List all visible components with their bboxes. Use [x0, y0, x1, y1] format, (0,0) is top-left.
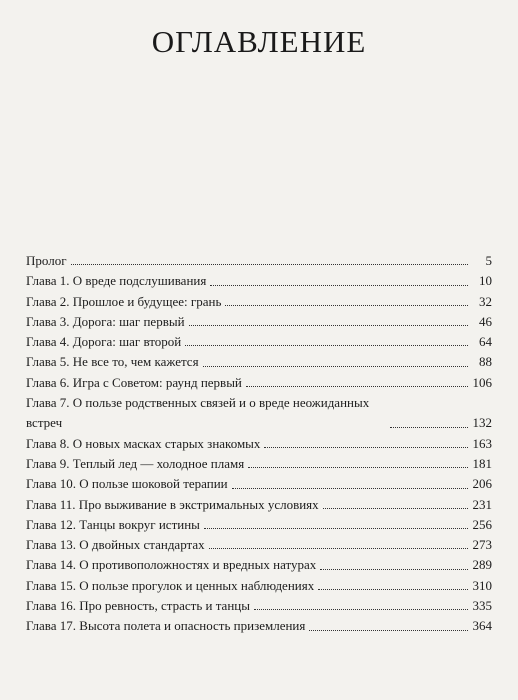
toc-entry-title: Глава 8. О новых масках старых знакомых — [26, 435, 261, 451]
toc-page-number: 88 — [479, 354, 492, 370]
toc-entry-chapter-2 — [26, 292, 492, 312]
toc-page-number: 132 — [472, 415, 492, 431]
toc-entry-title: Глава 14. О противоположностях и вредных натурах — [26, 557, 317, 573]
page-title: ОГЛАВЛЕНИЕ — [151, 24, 367, 59]
toc-leader-dots — [209, 548, 468, 549]
toc-leader-dots — [203, 366, 468, 367]
toc-page-number: 310 — [472, 577, 492, 593]
toc-page-number: 364 — [472, 618, 492, 634]
toc-entry-title: Глава 15. О пользе прогулок и ценных наблюдениях — [26, 577, 315, 593]
toc-entry-prologue — [26, 251, 492, 271]
toc-entry-title: Глава 1. О вреде подслушивания — [26, 273, 207, 289]
toc-page-number: 206 — [472, 476, 492, 492]
toc-entry-chapter-6 — [26, 373, 492, 393]
toc-leader-dots — [254, 609, 468, 610]
toc-entry-title: Глава 3. Дорога: шаг первый — [26, 313, 185, 329]
toc-page-number: 256 — [472, 516, 492, 532]
toc-leader-dots — [390, 427, 468, 428]
table-of-contents — [26, 251, 492, 637]
toc-entry-title: Глава 12. Танцы вокруг истины — [26, 516, 200, 532]
toc-entry-chapter-10 — [26, 474, 492, 494]
toc-leader-dots — [71, 264, 468, 265]
toc-entry-chapter-5 — [26, 352, 492, 372]
toc-leader-dots — [204, 528, 468, 529]
toc-leader-dots — [248, 467, 468, 468]
toc-page-number: 32 — [479, 293, 492, 309]
toc-leader-dots — [318, 589, 468, 590]
toc-entry-title: Глава 17. Высота полета и опасность приземления — [26, 618, 306, 634]
toc-page-number: 335 — [472, 598, 492, 614]
toc-leader-dots — [264, 447, 468, 448]
toc-page-number: 289 — [472, 557, 492, 573]
toc-leader-dots — [246, 386, 468, 387]
toc-entry-title: Глава 5. Не все то, чем кажется — [26, 354, 199, 370]
toc-entry-title: Пролог — [26, 253, 67, 268]
toc-entry-chapter-15 — [26, 576, 492, 596]
toc-page-number: 106 — [472, 374, 492, 390]
toc-page-number: 181 — [472, 455, 492, 471]
toc-entry-chapter-17 — [26, 616, 492, 636]
toc-entry-title: Глава 9. Теплый лед — холодное пламя — [26, 455, 245, 471]
toc-entry-chapter-4 — [26, 332, 492, 352]
toc-entry-title: Глава 11. Про выживание в экстримальных условиях — [26, 496, 319, 512]
toc-entry-title: Глава 13. О двойных стандартах — [26, 537, 205, 553]
toc-leader-dots — [323, 508, 468, 509]
toc-leader-dots — [232, 488, 468, 489]
toc-page-number: 231 — [472, 496, 492, 512]
toc-entry-chapter-3 — [26, 312, 492, 332]
toc-entry-title: Глава 10. О пользе шоковой терапии — [26, 476, 228, 492]
toc-leader-dots — [210, 285, 468, 286]
toc-leader-dots — [309, 630, 468, 631]
toc-entry-chapter-1 — [26, 271, 492, 291]
toc-page-number: 64 — [479, 334, 492, 350]
toc-entry-chapter-16 — [26, 596, 492, 616]
toc-entry-title: Глава 7. О пользе родственных связей и о вреде неожиданных встреч — [26, 395, 370, 431]
toc-page-number: 5 — [485, 253, 492, 268]
toc-entry-chapter-14 — [26, 555, 492, 575]
toc-entry-chapter-9 — [26, 454, 492, 474]
toc-entry-chapter-7 — [26, 393, 492, 434]
toc-page-number: 163 — [472, 435, 492, 451]
toc-entry-chapter-11 — [26, 495, 492, 515]
toc-page-number: 273 — [472, 537, 492, 553]
toc-entry-chapter-12 — [26, 515, 492, 535]
toc-leader-dots — [225, 305, 468, 306]
toc-leader-dots — [185, 345, 468, 346]
toc-entry-chapter-13 — [26, 535, 492, 555]
toc-entry-title: Глава 2. Прошлое и будущее: грань — [26, 293, 222, 309]
toc-leader-dots — [189, 325, 468, 326]
toc-page-number: 46 — [479, 313, 492, 329]
toc-page-number: 10 — [479, 273, 492, 289]
toc-entry-title: Глава 6. Игра с Советом: раунд первый — [26, 374, 242, 390]
toc-leader-dots — [320, 569, 468, 570]
toc-entry-title: Глава 16. Про ревность, страсть и танцы — [26, 598, 250, 614]
toc-entry-chapter-8 — [26, 434, 492, 454]
toc-entry-title: Глава 4. Дорога: шаг второй — [26, 334, 182, 350]
